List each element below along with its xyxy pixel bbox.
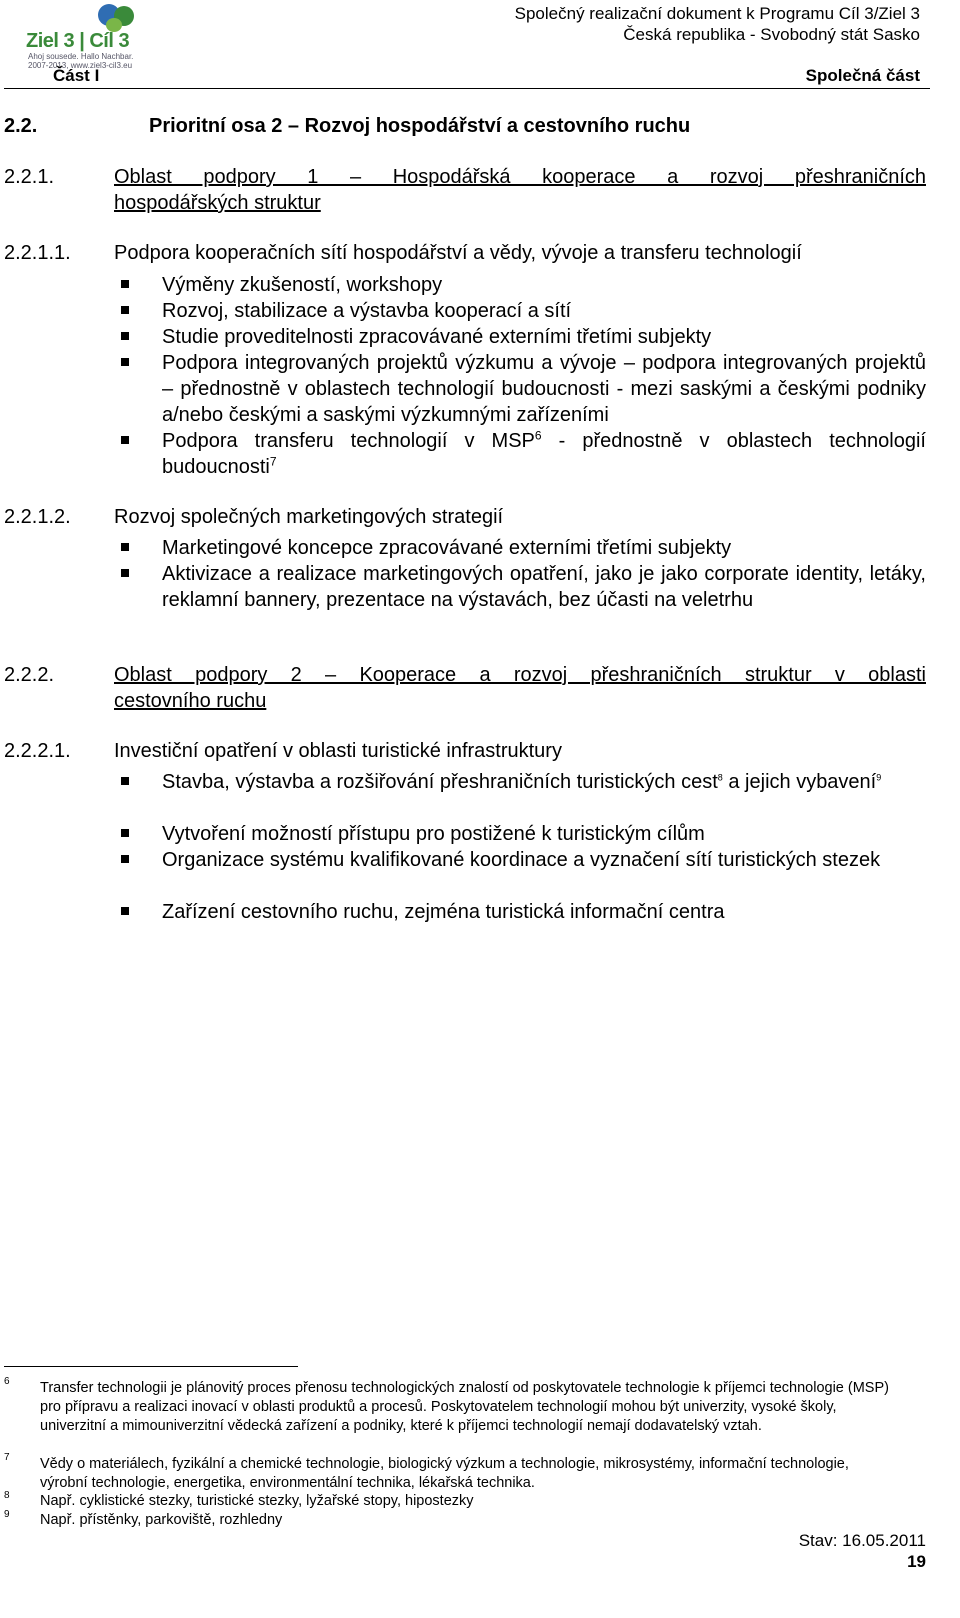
subheading-title: Podpora kooperačních sítí hospodářství a vědy, vývoje a transferu technologií [114,242,802,264]
list-item: Výměny zkušeností, workshopy [162,274,443,296]
page-number: 19 [907,1552,926,1571]
list-item: Podpora transferu technologií v MSP$^6$ - přednostně v oblastech technologií budoucnosti$^7$ [162,428,926,478]
heading-title: Prioritní osa 2 – Rozvoj hospodářství a cestovního ruchu [149,115,691,137]
list-item: Stavba, výstavba a rozšiřování přeshraničních turistických cest$^8$ a jejich vybavení$^9$ [162,771,882,793]
logo-brand: Ziel 3 | Cíl 3 [26,30,130,52]
heading-number: 2.2.2. [4,664,55,686]
bullet-icon [121,280,129,288]
heading-title: Oblast podpory 2 – Kooperace a rozvoj přeshraničních struktur v oblasti [114,664,926,686]
status-date: Stav: 16.05.2011 [798,1531,926,1550]
bullet-icon [121,306,129,314]
list-item: Podpora integrovaných projektů výzkumu a vývoje – podpora integrovaných projektů – přednostně v oblastech technologií budoucnosti - mezi saskými a českými podniky a/nebo českými a saskými výzkumnými zařízeními [162,352,926,426]
logo-tagline: Ahoj sousede. Hallo Nachbar. 2007-2013, www.ziel3-cil3.eu [28,52,134,70]
bullet-icon [121,332,129,340]
bullet-icon [121,543,129,551]
subheading-title: Investiční opatření v oblasti turistické infrastruktury [114,740,562,762]
subheading-number: 2.2.1.2. [4,506,71,528]
footnote-number: 7 [4,1452,10,1463]
list-item: Organizace systému kvalifikované koordinace a vyznačení sítí turistických stezek [162,849,881,871]
document-subtitle: Česká republika - Svobodný stát Sasko [623,25,920,44]
part-label: Část I [53,66,100,85]
footnote-ref: 6 [534,428,542,443]
footnote-text: Transfer technologii je plánovitý proces přenosu technologických znalostí od poskytovatele technologie k příjemci technologie (MSP) pro přípravu a realizaci inovací v oblasti produktů a procesů. Poskytovatelem technologií mohou být univerzity, vysoké školy, univerzitní a mimouniverzitní vědecká zařízení a podniky, které k příjemci technologií nemají dodavatelský vztah. [40,1380,889,1434]
bullet-icon [121,358,129,366]
list-item: Studie proveditelnosti zpracovávané externími třetími subjekty [162,326,712,348]
heading-title: Oblast podpory 1 – Hospodářská kooperace a rozvoj přeshraničních [114,166,926,188]
heading-number: 2.2. [4,115,38,137]
footnote-text: Např. přístěnky, parkoviště, rozhledny [40,1512,283,1528]
bullet-icon [121,829,129,837]
heading-title-cont: cestovního ruchu [114,690,267,712]
footnote-number: 6 [4,1376,10,1387]
footnote-text: Např. cyklistické stezky, turistické stezky, lyžařské stopy, hipostezky [40,1493,474,1509]
list-item: Vytvoření možností přístupu pro postižené k turistickým cílům [162,823,705,845]
footnote-number: 9 [4,1509,10,1520]
bullet-icon [121,777,129,785]
subheading-number: 2.2.1.1. [4,242,71,264]
bullet-icon [121,855,129,863]
subheading-title: Rozvoj společných marketingových strategií [114,506,504,528]
subheading-number: 2.2.2.1. [4,740,71,762]
header-divider [4,88,930,89]
list-item: Rozvoj, stabilizace a výstavba kooperací a sítí [162,300,572,322]
bullet-icon [121,907,129,915]
bullet-icon [121,436,129,444]
list-item: Aktivizace a realizace marketingových opatření, jako je jako corporate identity, letáky, reklamní bannery, prezentace na výstavách, bez účasti na veletrhu [162,563,926,611]
list-item: Marketingové koncepce zpracovávané externími třetími subjekty [162,537,732,559]
footnote-text: Vědy o materiálech, fyzikální a chemické technologie, biologický výzkum a technologie, mikrosystémy, informační technologie, výrobní technologie, energetika, environmentální technika, lékařská technika. [40,1456,849,1491]
heading-number: 2.2.1. [4,166,55,188]
footnote-divider [4,1366,298,1367]
list-item: Zařízení cestovního ruchu, zejména turistická informační centra [162,901,725,923]
document-title: Společný realizační dokument k Programu Cíl 3/Ziel 3 [514,4,920,23]
footnote-ref: 9 [876,772,882,783]
footnote-ref: 8 [717,772,723,783]
heading-title-cont: hospodářských struktur [114,192,321,214]
section-label: Společná část [805,66,920,85]
program-logo [26,4,134,68]
bullet-icon [121,569,129,577]
footnote-number: 8 [4,1490,10,1501]
footnote-ref: 7 [269,454,277,469]
